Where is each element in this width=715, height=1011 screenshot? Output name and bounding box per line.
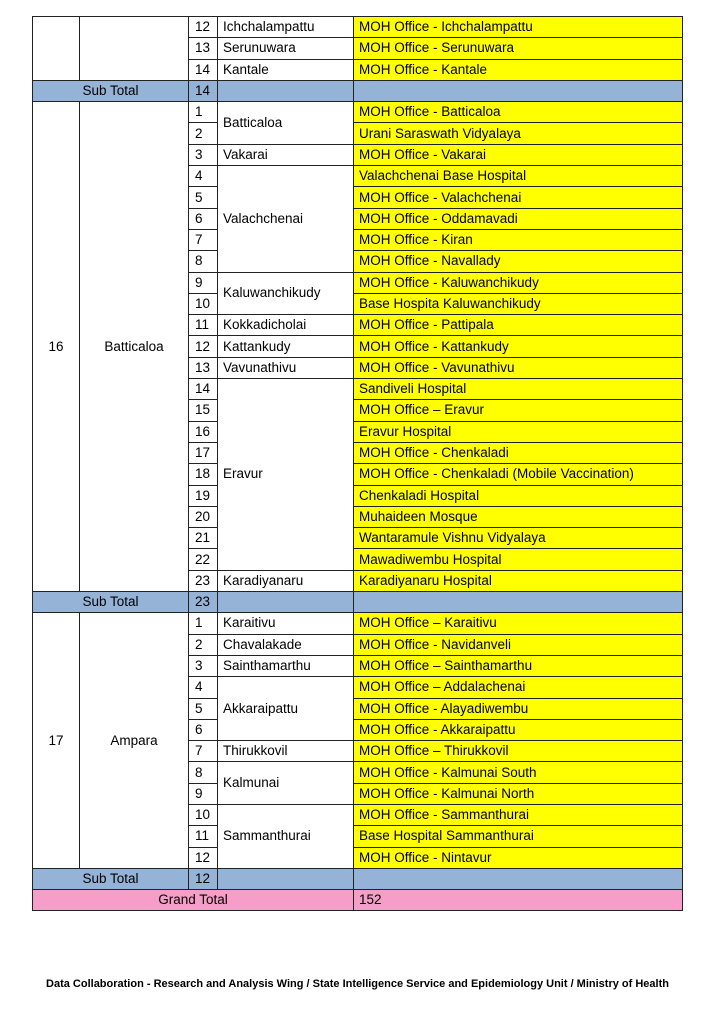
vaccination-location: Muhaideen Mosque [354, 506, 683, 527]
grand-total-row [33, 890, 683, 911]
subtotal-empty-cell [218, 80, 354, 101]
vaccination-location: MOH Office - Batticaloa [354, 102, 683, 123]
district-number: 17 [33, 613, 80, 869]
subtotal-empty-cell [354, 80, 683, 101]
vaccination-location: MOH Office – Thirukkovil [354, 741, 683, 762]
subtotal-empty-cell [354, 868, 683, 889]
moh-area: Karaitivu [218, 613, 354, 634]
subtotal-label: Sub Total [33, 80, 189, 101]
moh-area: Kaluwanchikudy [218, 272, 354, 315]
row-number: 14 [189, 59, 218, 80]
table-row [33, 17, 683, 38]
moh-area: Serunuwara [218, 38, 354, 59]
vaccination-location: Eravur Hospital [354, 421, 683, 442]
district-number: 16 [33, 102, 80, 592]
moh-area: Vakarai [218, 144, 354, 165]
moh-area: Kalmunai [218, 762, 354, 805]
row-number: 20 [189, 506, 218, 527]
vaccination-location: Base Hospital Sammanthurai [354, 826, 683, 847]
vaccination-location: MOH Office - Alayadiwembu [354, 698, 683, 719]
moh-area: Ichchalampattu [218, 17, 354, 38]
row-number: 6 [189, 208, 218, 229]
subtotal-row [33, 80, 683, 101]
moh-area: Vavunathivu [218, 357, 354, 378]
vaccination-location: Chenkaladi Hospital [354, 485, 683, 506]
row-number: 7 [189, 741, 218, 762]
row-number: 18 [189, 464, 218, 485]
row-number: 9 [189, 272, 218, 293]
moh-area: Sainthamarthu [218, 655, 354, 676]
row-number: 11 [189, 826, 218, 847]
row-number: 9 [189, 783, 218, 804]
vaccination-location: Valachchenai Base Hospital [354, 166, 683, 187]
row-number: 12 [189, 17, 218, 38]
vaccination-location: MOH Office - Kantale [354, 59, 683, 80]
vaccination-location: MOH Office - Navidanveli [354, 634, 683, 655]
vaccination-location: MOH Office – Sainthamarthu [354, 655, 683, 676]
row-number: 3 [189, 144, 218, 165]
row-number: 12 [189, 847, 218, 868]
row-number: 12 [189, 336, 218, 357]
subtotal-row [33, 592, 683, 613]
row-number: 8 [189, 251, 218, 272]
vaccination-location: MOH Office - Kalmunai North [354, 783, 683, 804]
moh-area: Thirukkovil [218, 741, 354, 762]
moh-area: Akkaraipattu [218, 677, 354, 741]
vaccination-location: MOH Office - Sammanthurai [354, 804, 683, 825]
subtotal-empty-cell [354, 592, 683, 613]
row-number: 17 [189, 442, 218, 463]
grand-total-label: Grand Total [33, 890, 354, 911]
table-row [33, 102, 683, 123]
vaccination-location: MOH Office - Nintavur [354, 847, 683, 868]
vaccination-location: MOH Office - Valachchenai [354, 187, 683, 208]
vaccination-centres-table [32, 16, 683, 911]
vaccination-location: MOH Office - Chenkaladi (Mobile Vaccination) [354, 464, 683, 485]
vaccination-location: MOH Office - Vakarai [354, 144, 683, 165]
moh-area: Chavalakade [218, 634, 354, 655]
grand-total-value: 152 [354, 890, 683, 911]
subtotal-label: Sub Total [33, 868, 189, 889]
vaccination-location: MOH Office - Chenkaladi [354, 442, 683, 463]
subtotal-value: 12 [189, 868, 218, 889]
row-number: 15 [189, 400, 218, 421]
moh-area: Kokkadicholai [218, 315, 354, 336]
vaccination-location: MOH Office - Ichchalampattu [354, 17, 683, 38]
subtotal-value: 14 [189, 80, 218, 101]
vaccination-location: MOH Office - Kaluwanchikudy [354, 272, 683, 293]
moh-area: Kantale [218, 59, 354, 80]
row-number: 4 [189, 166, 218, 187]
row-number: 5 [189, 187, 218, 208]
row-number: 10 [189, 804, 218, 825]
moh-area: Batticaloa [218, 102, 354, 145]
row-number: 19 [189, 485, 218, 506]
vaccination-location: MOH Office - Pattipala [354, 315, 683, 336]
subtotal-label: Sub Total [33, 592, 189, 613]
row-number: 10 [189, 293, 218, 314]
vaccination-location: MOH Office - Akkaraipattu [354, 719, 683, 740]
row-number: 3 [189, 655, 218, 676]
row-number: 4 [189, 677, 218, 698]
subtotal-value: 23 [189, 592, 218, 613]
vaccination-location: MOH Office - Kalmunai South [354, 762, 683, 783]
vaccination-location: MOH Office – Addalachenai [354, 677, 683, 698]
row-number: 11 [189, 315, 218, 336]
district-number [33, 17, 80, 81]
district-name: Ampara [80, 613, 189, 869]
vaccination-location: MOH Office – Karaitivu [354, 613, 683, 634]
row-number: 2 [189, 123, 218, 144]
row-number: 6 [189, 719, 218, 740]
table-row [33, 613, 683, 634]
row-number: 22 [189, 549, 218, 570]
vaccination-location: MOH Office - Kattankudy [354, 336, 683, 357]
row-number: 1 [189, 613, 218, 634]
subtotal-empty-cell [218, 868, 354, 889]
moh-area: Valachchenai [218, 166, 354, 272]
subtotal-row [33, 868, 683, 889]
vaccination-location: Mawadiwembu Hospital [354, 549, 683, 570]
moh-area: Eravur [218, 379, 354, 571]
row-number: 8 [189, 762, 218, 783]
moh-area: Karadiyanaru [218, 570, 354, 591]
vaccination-location: Urani Saraswath Vidyalaya [354, 123, 683, 144]
vaccination-location: MOH Office - Kiran [354, 229, 683, 250]
vaccination-location: MOH Office - Serunuwara [354, 38, 683, 59]
vaccination-location: MOH Office - Navallady [354, 251, 683, 272]
moh-area: Sammanthurai [218, 804, 354, 868]
vaccination-location: MOH Office - Oddamavadi [354, 208, 683, 229]
row-number: 7 [189, 229, 218, 250]
row-number: 13 [189, 357, 218, 378]
district-name [80, 17, 189, 81]
row-number: 1 [189, 102, 218, 123]
moh-area: Kattankudy [218, 336, 354, 357]
subtotal-empty-cell [218, 592, 354, 613]
row-number: 23 [189, 570, 218, 591]
row-number: 2 [189, 634, 218, 655]
source-footer: Data Collaboration - Research and Analysis Wing / State Intelligence Service and Epidemiology Unit / Ministry of Health [46, 978, 669, 990]
vaccination-location: Base Hospita Kaluwanchikudy [354, 293, 683, 314]
vaccination-location: Sandiveli Hospital [354, 379, 683, 400]
row-number: 13 [189, 38, 218, 59]
vaccination-location: Wantaramule Vishnu Vidyalaya [354, 528, 683, 549]
row-number: 16 [189, 421, 218, 442]
row-number: 14 [189, 379, 218, 400]
vaccination-location: Karadiyanaru Hospital [354, 570, 683, 591]
vaccination-location: MOH Office - Vavunathivu [354, 357, 683, 378]
row-number: 5 [189, 698, 218, 719]
row-number: 21 [189, 528, 218, 549]
vaccination-location: MOH Office – Eravur [354, 400, 683, 421]
district-name: Batticaloa [80, 102, 189, 592]
